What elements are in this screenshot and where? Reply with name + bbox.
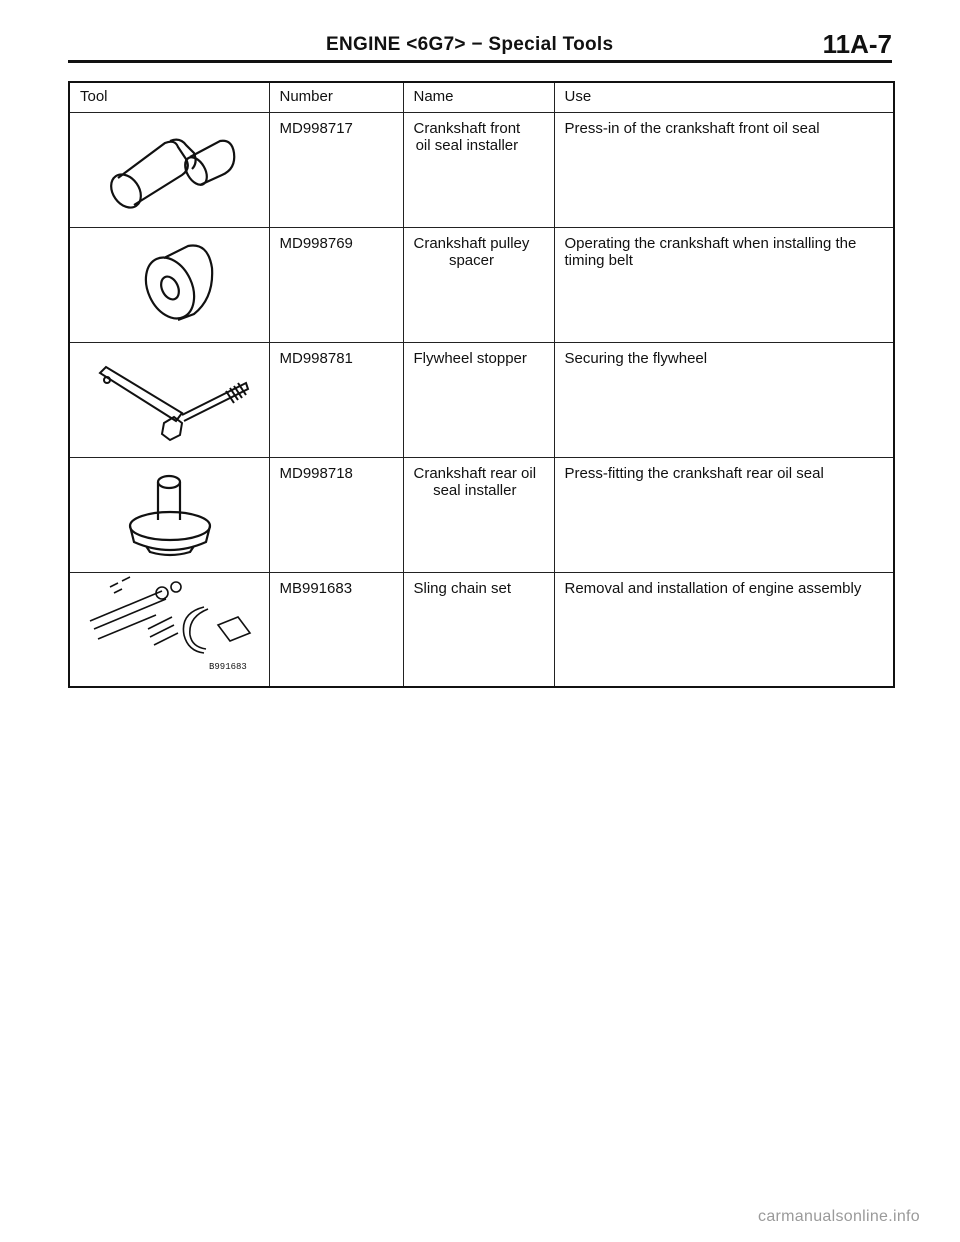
tool-number: MD998781: [269, 342, 403, 457]
tool-use: Press-fitting the crankshaft rear oil seal: [554, 457, 894, 572]
page-title: ENGINE <6G7> − Special Tools: [326, 34, 614, 55]
table-row: [69, 572, 894, 687]
table-row: [69, 227, 894, 342]
column-header-number: Number: [269, 82, 403, 112]
tool-image-cell: [69, 342, 269, 457]
special-tools-table: [68, 81, 895, 688]
column-header-tool: Tool: [69, 82, 269, 112]
sling-chain-set-icon: [70, 573, 270, 688]
tool-name-line: spacer: [448, 251, 494, 269]
tool-image-cell: [69, 572, 269, 687]
tool-name-line: Flywheel stopper: [413, 349, 527, 367]
tool-number: MD998717: [269, 112, 403, 227]
tool-name-line: Crankshaft rear oil: [413, 464, 537, 482]
tool-use: Securing the flywheel: [554, 342, 894, 457]
table-row: [69, 112, 894, 227]
image-label: B991683: [209, 661, 247, 672]
tool-number: MB991683: [269, 572, 403, 687]
flywheel-stopper-icon: [70, 343, 270, 458]
table-row: [69, 342, 894, 457]
tool-image-cell: [69, 227, 269, 342]
crankshaft-front-oil-seal-installer-icon: [70, 113, 270, 228]
table-row: [69, 457, 894, 572]
tool-number: MD998769: [269, 227, 403, 342]
tool-use: Press-in of the crankshaft front oil seal: [554, 112, 894, 227]
tool-name-line: oil seal installer: [415, 136, 519, 154]
watermark-text: carmanualsonline.info: [758, 1208, 920, 1225]
tool-name-line: seal installer: [433, 481, 517, 499]
crankshaft-pulley-spacer-icon: [70, 228, 270, 343]
tool-number: MD998718: [269, 457, 403, 572]
column-header-use: Use: [554, 82, 894, 112]
page-header: [68, 30, 892, 60]
tool-name-line: Crankshaft front: [413, 119, 521, 137]
tool-image-cell: [69, 112, 269, 227]
tool-use: Removal and installation of engine assembly: [554, 572, 894, 687]
crankshaft-rear-oil-seal-installer-icon: [70, 458, 270, 573]
table-header-row: [69, 82, 894, 112]
tool-name-line: Sling chain set: [413, 579, 512, 597]
tool-use: Operating the crankshaft when installing the timing belt: [554, 227, 894, 342]
column-header-name: Name: [403, 82, 554, 112]
tool-name-line: Crankshaft pulley: [413, 234, 530, 252]
header-rule: [68, 60, 892, 63]
page-number: 11A-7: [822, 29, 892, 59]
tool-image-cell: [69, 457, 269, 572]
